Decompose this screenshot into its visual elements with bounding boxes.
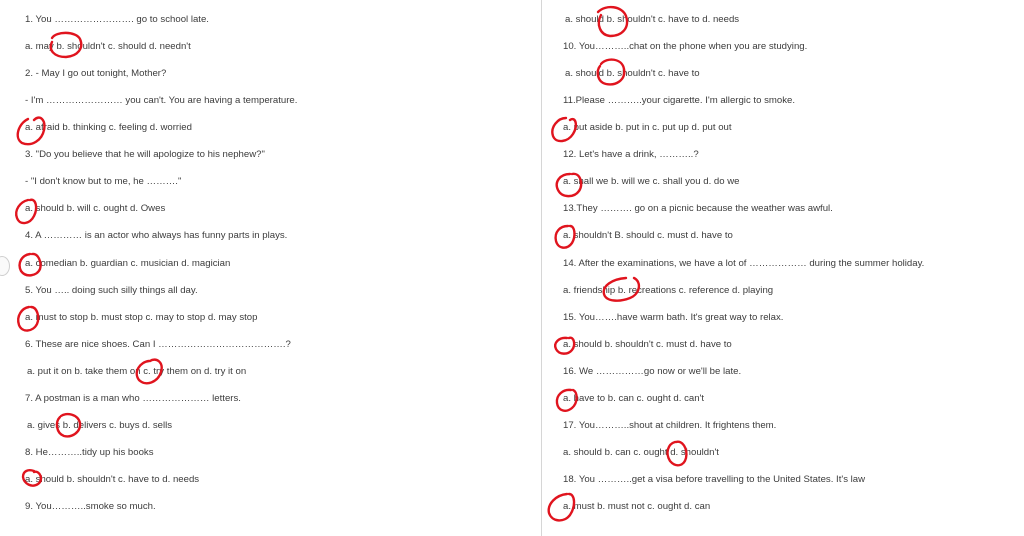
question-16: 16. We ……………go now or we'll be late. — [563, 366, 742, 377]
options-9: a. should b. shouldn't c. have to d. needs — [565, 14, 740, 25]
options-8: a. should b. shouldn't c. have to d. needs — [25, 474, 200, 485]
options-14: a. friendship b. recreations c. reference d. playing — [563, 285, 774, 296]
question-9: 9. You………..smoke so much. — [25, 501, 156, 512]
question-18: 18. You ………..get a visa before travelling to the United States. It's law — [563, 474, 866, 485]
options-7: a. gives b. delivers c. buys d. sells — [27, 420, 173, 431]
options-16: a. have to b. can c. ought d. can't — [563, 393, 705, 404]
options-1: a. may b. shouldn't c. should d. needn't — [25, 41, 191, 52]
options-10: a. should b. shouldn't c. have to — [565, 68, 700, 79]
options-2: a. afraid b. thinking c. feeling d. worried — [25, 122, 192, 133]
question-4: 4. A ………… is an actor who always has funny parts in plays. — [25, 230, 288, 241]
question-6: 6. These are nice shoes. Can I ………………………………….? — [25, 339, 291, 350]
question-10: 10. You………..chat on the phone when you are studying. — [563, 41, 808, 52]
question-12: 12. Let's have a drink, ………..? — [563, 149, 699, 160]
question-5: 5. You ….. doing such silly things all day. — [25, 285, 198, 296]
options-18: a. must b. must not c. ought d. can — [563, 501, 711, 512]
options-12: a. shall we b. will we c. shall you d. do we — [563, 176, 740, 187]
question-2: 2. - May I go out tonight, Mother? — [25, 68, 167, 79]
options-4: a. comedian b. guardian c. musician d. magician — [25, 258, 231, 269]
options-13: a. shouldn't B. should c. must d. have to — [563, 230, 733, 241]
options-15: a. should b. shouldn't c. must d. have to — [563, 339, 732, 350]
question-7: 7. A postman is a man who ………………… letters. — [25, 393, 241, 404]
question-11: 11.Please ………..your cigarette. I'm allergic to smoke. — [563, 95, 795, 106]
question-17: 17. You………..shout at children. It frightens them. — [563, 420, 777, 431]
options-17: a. should b. can c. ought d. shouldn't — [563, 447, 719, 458]
options-3: a. should b. will c. ought d. Owes — [25, 203, 166, 214]
question-8: 8. He………..tidy up his books — [25, 447, 154, 458]
question-13: 13.They ………. go on a picnic because the weather was awful. — [563, 203, 833, 214]
question-14: 14. After the examinations, we have a lot of ……………… during the summer holiday. — [563, 258, 925, 269]
options-11: a. put aside b. put in c. put up d. put out — [563, 122, 732, 133]
question-15: 15. You…….have warm bath. It's great way to relax. — [563, 312, 784, 323]
options-6: a. put it on b. take them on c. try them on d. try it on — [27, 366, 247, 377]
question-3-reply: - "I don't know but to me, he ………." — [25, 176, 182, 187]
options-5: a. must to stop b. must stop c. may to stop d. may stop — [25, 312, 258, 323]
question-1: 1. You ……………………. go to school late. — [25, 14, 209, 25]
question-2-reply: - I'm …………………… you can't. You are having a temperature. — [25, 95, 298, 106]
question-3: 3. "Do you believe that he will apologize to his nephew?" — [25, 149, 265, 160]
